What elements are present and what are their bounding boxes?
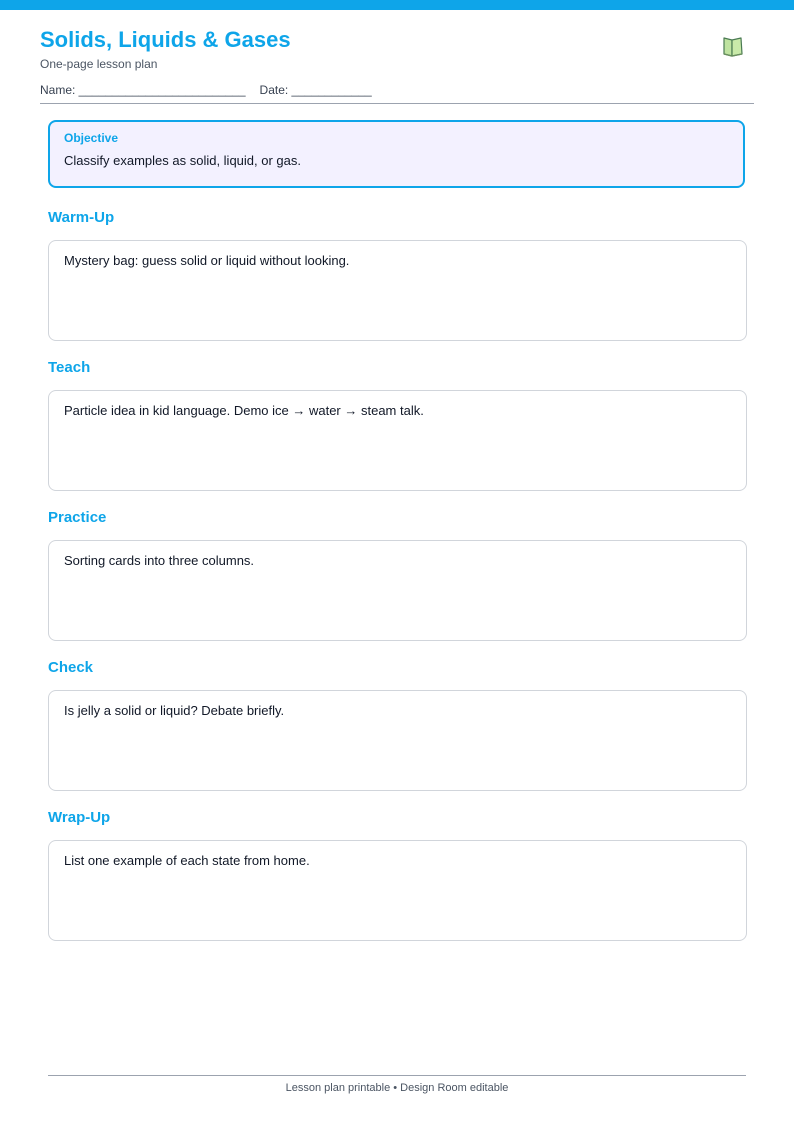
objective-text: Classify examples as solid, liquid, or gas. — [64, 153, 301, 168]
objective-box — [48, 120, 745, 188]
page-header — [40, 26, 754, 98]
page-title: Solids, Liquids & Gases — [40, 27, 291, 52]
section-content-box[interactable]: List one example of each state from home. — [48, 840, 747, 941]
objective-label: Objective — [64, 131, 119, 145]
name-field[interactable]: Name: _________________________ — [40, 83, 246, 97]
section-heading: Teach — [48, 359, 91, 376]
name-date-row — [40, 82, 754, 98]
top-accent-bar — [0, 0, 794, 10]
date-field[interactable]: Date: ____________ — [259, 83, 372, 97]
section-content-box[interactable]: Is jelly a solid or liquid? Debate briefly. — [48, 690, 747, 791]
header-divider — [40, 103, 754, 104]
section-content-box[interactable]: Mystery bag: guess solid or liquid without looking. — [48, 240, 747, 341]
section-check — [48, 659, 747, 791]
section-content-box[interactable]: Particle idea in kid language. Demo ice → water → steam talk. — [48, 390, 747, 491]
section-heading: Wrap-Up — [48, 809, 111, 826]
section-heading: Check — [48, 659, 94, 676]
book-icon — [721, 35, 745, 59]
section-warm-up — [48, 209, 747, 341]
section-teach — [48, 359, 747, 491]
section-heading: Warm-Up — [48, 209, 115, 226]
footer-text: Lesson plan printable • Design Room editable — [285, 1082, 509, 1094]
section-wrap-up — [48, 809, 747, 941]
section-content-box[interactable]: Sorting cards into three columns. — [48, 540, 747, 641]
section-practice — [48, 509, 747, 641]
section-heading: Practice — [48, 509, 107, 526]
footer-divider — [48, 1075, 746, 1076]
page-subtitle: One-page lesson plan — [40, 57, 158, 71]
